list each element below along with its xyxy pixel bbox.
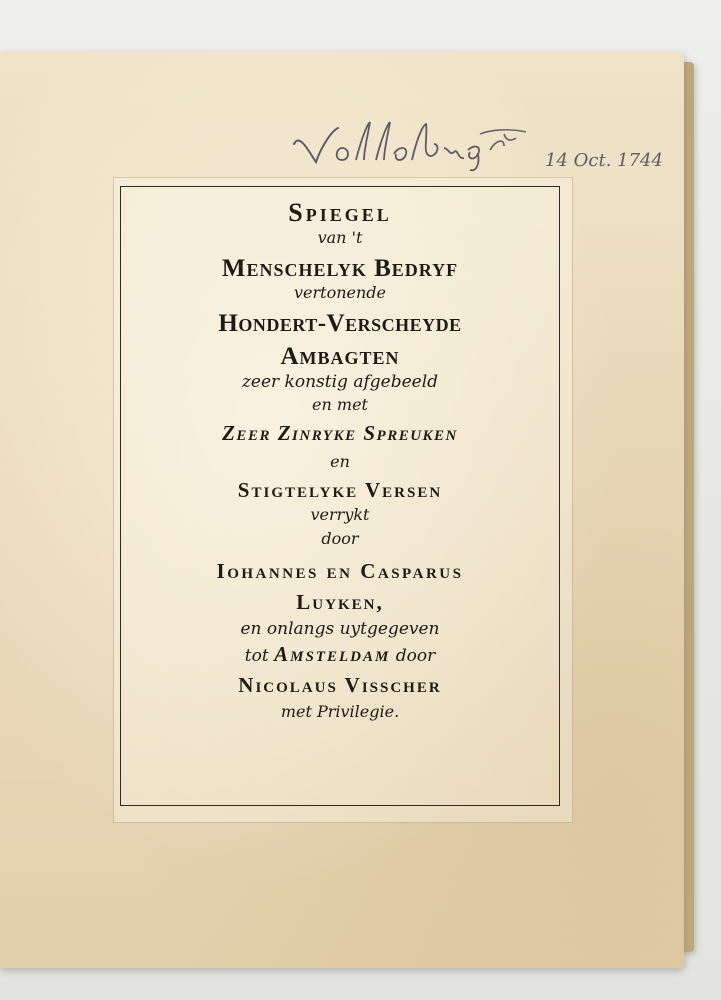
place-city: Amsteldam — [274, 642, 391, 666]
title-spreuken: Zeer Zinryke Spreuken — [222, 421, 458, 445]
subtitle-vertonende: vertonende — [293, 283, 386, 302]
author-surname: Luyken, — [296, 590, 384, 614]
place-prefix: tot — [244, 646, 269, 666]
publisher-name: Nicolaus Visscher — [238, 673, 442, 697]
subtitle-afgebeeld: zeer konstig afgebeeld — [241, 372, 439, 392]
subtitle-verrykt: verrykt — [310, 505, 370, 524]
title-hondert: Hondert-Verscheyde — [218, 310, 462, 337]
subtitle-en: en — [330, 452, 350, 471]
author-names: Iohannes en Casparus — [216, 559, 464, 583]
title-versen: Stigtelyke Versen — [237, 478, 443, 502]
title-ambagten: Ambagten — [280, 343, 400, 370]
title-menschelyk-bedryf: Menschelyk Bedryf — [221, 255, 459, 282]
publication-place — [124, 644, 556, 665]
publication-note: en onlangs uytgegeven — [240, 619, 440, 639]
subtitle-en-met: en met — [312, 395, 368, 414]
privilege-note: met Privilegie. — [280, 702, 400, 721]
handwritten-signature — [290, 114, 540, 174]
date-text: 14 Oct. 1744 — [545, 150, 663, 171]
title-block — [124, 192, 556, 792]
handwritten-date — [543, 138, 673, 188]
title-spiegel: Spiegel — [288, 198, 392, 227]
book-page — [0, 52, 684, 968]
place-suffix: door — [395, 646, 436, 666]
subtitle-door: door — [321, 529, 359, 548]
title-vant: van 't — [317, 228, 363, 247]
